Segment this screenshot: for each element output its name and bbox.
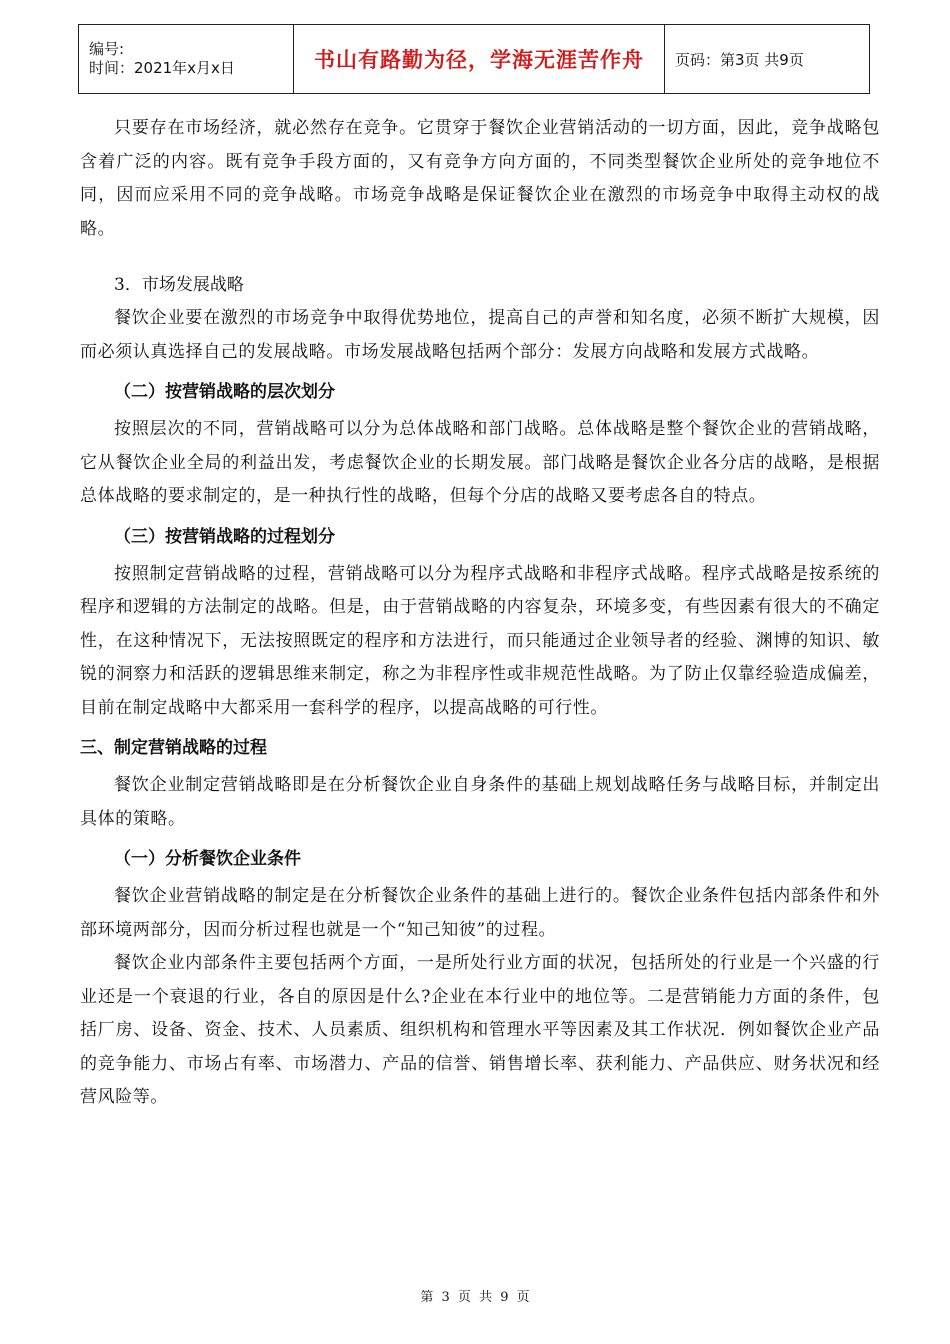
header-motto: 书山有路勤为径，学海无涯苦作舟 <box>294 25 665 94</box>
paragraph-internal-conditions: 餐饮企业内部条件主要包括两个方面，一是所处行业方面的状况，包括所处的行业是一个兴盛的行业还是一个衰退的行业，各自的原因是什么?企业在本行业中的地位等。二是营销能力方面的条件，包括厂房、设备、资金、技术、人员素质、组织机构和管理水平等因素及其工作状况．例如餐饮企业产品的竞争能力、市场占有率、市场潜力、产品的信誉、销售增长率、获利能力、产品供应、财务状况和经营风险等。 <box>80 953 880 1107</box>
heading-by-process: （三）按营销战略的过程划分 <box>114 526 335 547</box>
header-info-cell <box>79 25 294 94</box>
header-table <box>78 24 870 94</box>
paragraph-by-level: 按照层次的不同，营销战略可以分为总体战略和部门战略。总体战略是整个餐饮企业的营销战略，它从餐饮企业全局的利益出发，考虑餐饮企业的长期发展。部门战略是餐饮企业各分店的战略，是根据总体战略的要求制定的，是一种执行性的战略，但每个分店的战略又要考虑各自的特点。 <box>80 419 880 506</box>
paragraph-market-development: 餐饮企业要在激烈的市场竞争中取得优势地位，提高自己的声誉和知名度，必须不断扩大规模，因而必须认真选择自己的发展战略。市场发展战略包括两个部分：发展方向战略和发展方式战略。 <box>80 308 880 362</box>
document-time-label: 时间：2021年x月x日 <box>89 59 235 77</box>
heading-strategy-process: 三、制定营销战略的过程 <box>80 738 267 758</box>
header-page-label: 页码：第3页 共9页 <box>665 25 870 94</box>
paragraph-analyze-conditions: 餐饮企业营销战略的制定是在分析餐饮企业条件的基础上进行的。餐饮企业条件包括内部条件和外部环境两部分，因而分析过程也就是一个“知己知彼”的过程。 <box>80 886 880 940</box>
paragraph-by-process: 按照制定营销战略的过程，营销战略可以分为程序式战略和非程序式战略。程序式战略是按系统的程序和逻辑的方法制定的战略。但是，由于营销战略的内容复杂，环境多变，有些因素有很大的不确定性，在这种情况下，无法按照既定的程序和方法进行，而只能通过企业领导者的经验、渊博的知识、敏锐的洞察力和活跃的逻辑思维来制定，称之为非程序性或非规范性战略。为了防止仅靠经验造成偏差，目前在制定战略中大都采用一套科学的程序，以提高战略的可行性。 <box>80 563 880 718</box>
page-footer: 第 3 页 共 9 页 <box>420 1290 530 1305</box>
paragraph-strategy-process: 餐饮企业制定营销战略即是在分析餐饮企业自身条件的基础上规划战略任务与战略目标，并制定出具体的策略。 <box>80 775 880 829</box>
heading-analyze-conditions: （一）分析餐饮企业条件 <box>114 849 301 869</box>
paragraph-competition: 只要存在市场经济，就必然存在竞争。它贯穿于餐饮企业营销活动的一切方面，因此，竞争战略包含着广泛的内容。既有竞争手段方面的，又有竞争方向方面的，不同类型餐饮企业所处的竞争地位不同，因而应采用不同的竞争战略。市场竞争战略是保证餐饮企业在激烈的市场竞争中取得主动权的战略。 <box>80 118 880 239</box>
document-number-label: 编号: <box>89 40 125 58</box>
document-body <box>80 112 880 1115</box>
heading-by-level: （二）按营销战略的层次划分 <box>114 382 335 402</box>
subheading-market-development: 3．市场发展战略 <box>114 275 244 295</box>
